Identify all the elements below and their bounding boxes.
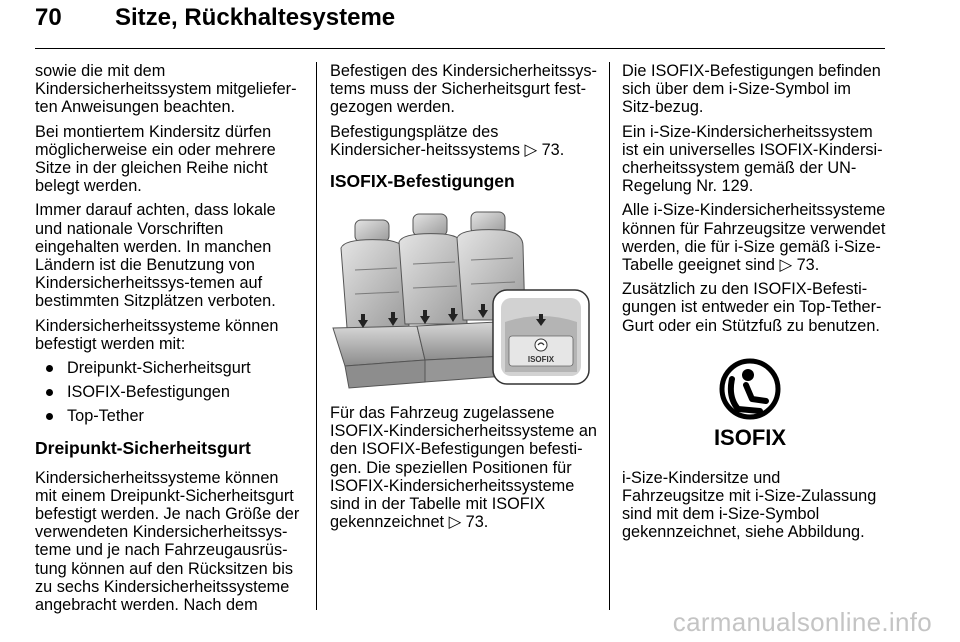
paragraph-text: Befestigungsplätze des Kindersicher-heitssystems — [330, 122, 521, 159]
column-2 — [330, 62, 598, 537]
isofix-label: ISOFIX — [527, 355, 555, 365]
column-1 — [35, 62, 303, 620]
list-item: ISOFIX-Befestigungen — [35, 383, 303, 401]
ref-arrow-icon: ▷ — [524, 140, 538, 159]
page-number: 70 — [35, 4, 62, 31]
paragraph: Befestigen des Kindersicherheitssys-tems muss der Sicherheitsgurt fest-gezogen werden. — [330, 62, 597, 117]
paragraph: Die ISOFIX-Befestigungen befinden sich über dem i-Size-Symbol im Sitz-bezug. — [622, 62, 881, 117]
paragraph — [330, 404, 598, 531]
mounting-options-list — [35, 359, 303, 426]
ref-arrow-icon: ▷ — [779, 256, 793, 275]
rear-seats-illustration — [325, 210, 595, 390]
page-reference[interactable]: 73. — [465, 513, 489, 532]
chapter-title: Sitze, Rückhaltesysteme — [115, 4, 396, 31]
isofix-symbol-label: ISOFIX — [713, 424, 787, 449]
paragraph: Zusätzlich zu den ISOFIX-Befesti-gungen ist entweder ein Top-Tether-Gurt oder ein Stützfuß zu benutzen. — [622, 280, 882, 335]
isofix-child-seat-icon — [710, 357, 800, 449]
paragraph — [622, 201, 887, 274]
paragraph-text: Für das Fahrzeug zugelassene ISOFIX-Kindersicherheitssysteme an den ISOFIX-Befestigungen befesti-gen. Die speziellen Positionen für ISOFIX-Kindersicherheitssysteme sind in der Tabelle mit ISOFIX gekennzeichnet — [330, 404, 597, 532]
section-heading: ISOFIX-Befestigungen — [330, 171, 515, 192]
paragraph: Kindersicherheitssysteme können befestigt werden mit: — [35, 316, 279, 353]
paragraph: sowie die mit dem Kindersicherheitssystem mitgeliefer-ten Anweisungen beachten. — [35, 62, 297, 117]
list-item: Top-Tether — [35, 407, 303, 425]
paragraph: Immer darauf achten, dass lokale und nationale Vorschriften eingehalten werden. In manchen Ländern ist die Benutzung von Kindersicherheitssys-temen auf bestimmten Sitzplätzen verboten. — [35, 201, 276, 311]
column-3 — [622, 62, 887, 548]
paragraph: Ein i-Size-Kindersicherheitssystem ist ein universelles ISOFIX-Kindersi-cherheitssystem gemäß der UN-Regelung Nr. 129. — [622, 122, 883, 196]
paragraph: Bei montiertem Kindersitz dürfen möglicherweise ein oder mehrere Sitze in der gleichen Reihe nicht belegt werden. — [35, 122, 276, 196]
page-reference[interactable]: 73. — [541, 140, 565, 159]
header-divider — [35, 48, 885, 49]
section-heading: Dreipunkt-Sicherheitsgurt — [35, 437, 251, 458]
paragraph — [330, 123, 598, 159]
ref-arrow-icon: ▷ — [448, 513, 462, 532]
column-divider-2 — [609, 62, 610, 610]
column-divider-1 — [316, 62, 317, 610]
page-reference[interactable]: 73. — [796, 256, 820, 275]
paragraph: i-Size-Kindersitze und Fahrzeugsitze mit i-Size-Zulassung sind mit dem i-Size-Symbol gekennzeichnet, siehe Abbildung. — [622, 468, 877, 542]
watermark: carmanualsonline.info — [672, 607, 932, 637]
paragraph: Kindersicherheitssysteme können mit einem Dreipunkt-Sicherheitsgurt befestigt werden. Je nach Größe der verwendeten Kindersicherheitssys-teme und je nach Fahrzeugausrüs-tung können auf den Rücksitzen bis zu sechs Kindersicherheitssysteme angebracht werden. Nach dem — [35, 468, 300, 615]
paragraph-text: Alle i-Size-Kindersicherheitssysteme können für Fahrzeugsitze verwendet werden, die für i-Size gemäß i-Size-Tabelle geeignet sind — [622, 201, 886, 275]
list-item: Dreipunkt-Sicherheitsgurt — [35, 359, 303, 377]
page-header — [35, 4, 885, 44]
